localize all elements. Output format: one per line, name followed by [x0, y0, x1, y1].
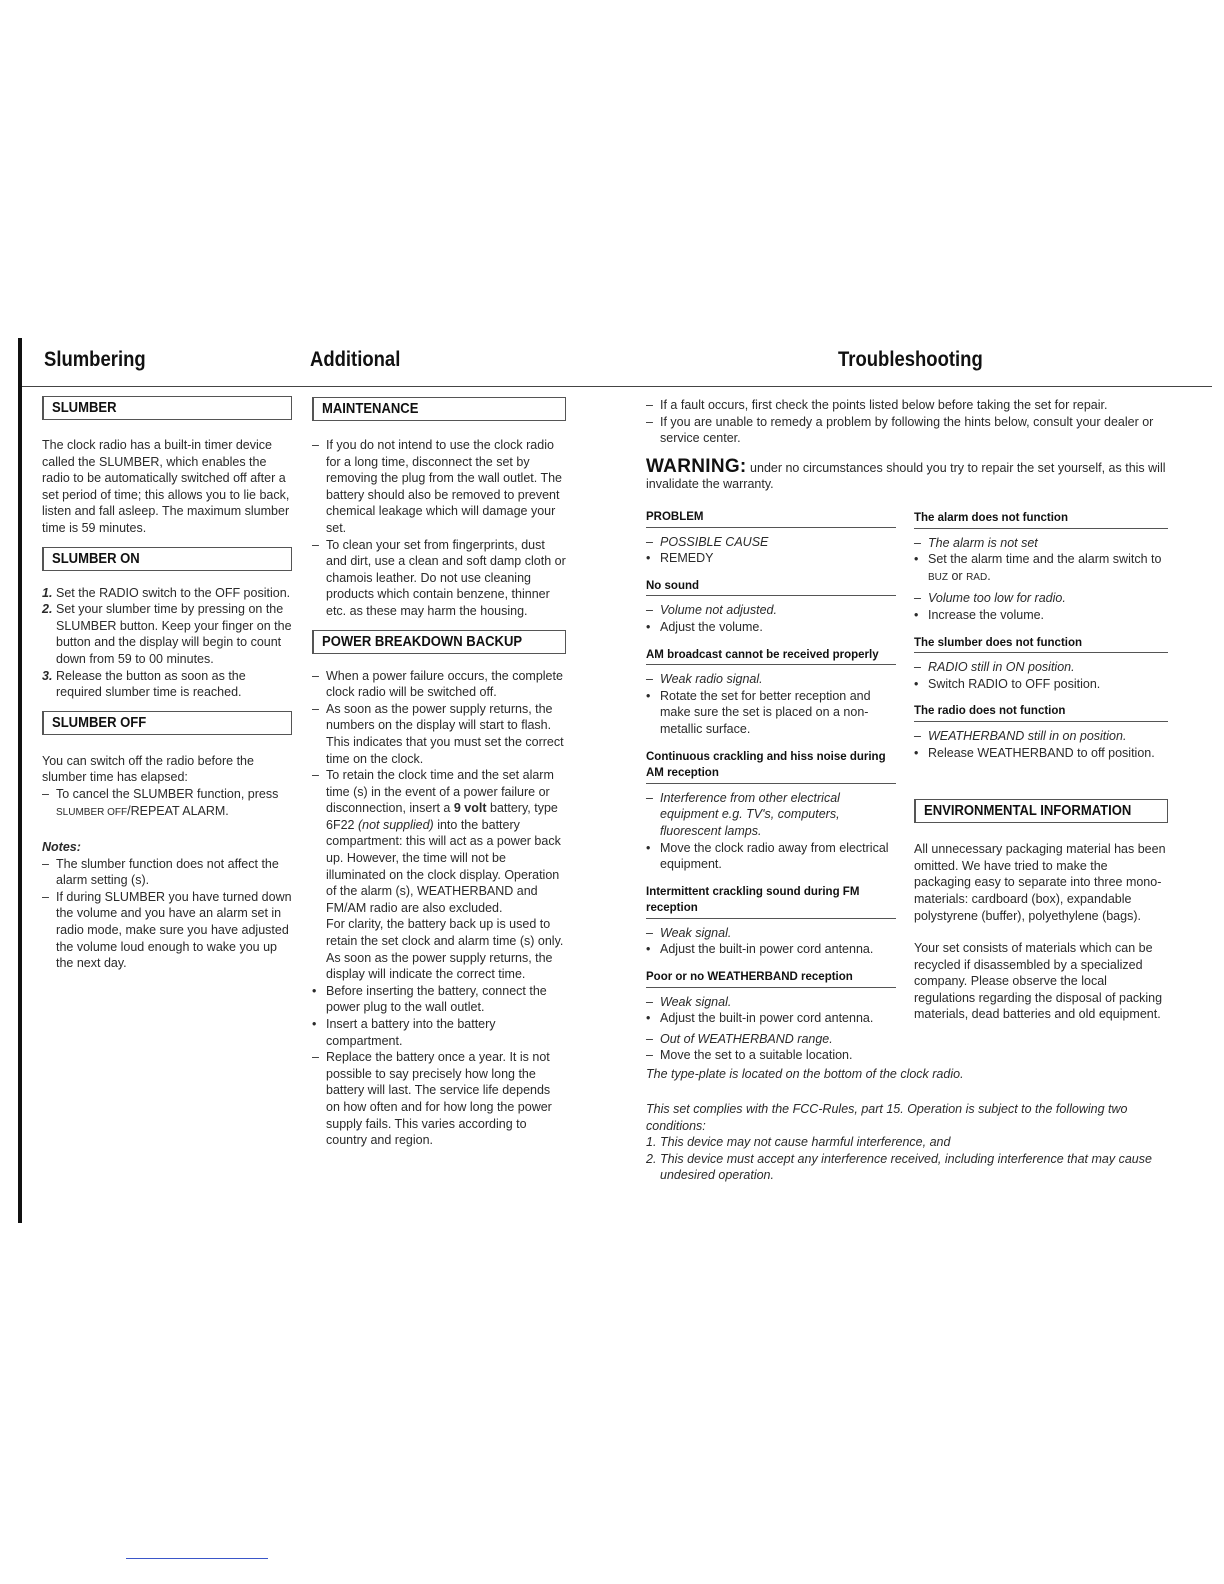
problem-block: The radio does not function – WEATHERBAND still in on position. • Release WEATHERBAND to off position. — [914, 703, 1168, 761]
maintenance-box: MAINTENANCE — [312, 397, 566, 421]
power-item: • Before inserting the battery, connect the power plug to the wall outlet. — [312, 983, 547, 1015]
fcc-notice — [646, 1101, 1166, 1184]
step-item: 1. Set the RADIO switch to the OFF position. — [42, 585, 291, 600]
problem-block: The alarm does not function – The alarm is not set • Set the alarm time and the alarm switch to BUZ or RAD. – Volume too low for radio. • Increase the volume. — [914, 510, 1168, 624]
power-item: – As soon as the power supply returns, the numbers on the display will start to flash. This indicates that you must set the correct time on the clock. — [312, 701, 564, 766]
warning-text: WARNING: under no circumstances should you try to repair the set yourself, as this will invalidate the warranty. — [646, 455, 1166, 492]
power-breakdown-box: POWER BREAKDOWN BACKUP — [312, 630, 566, 654]
problem-block: The slumber does not function – RADIO still in ON position. • Switch RADIO to OFF position. — [914, 635, 1168, 693]
power-item: – When a power failure occurs, the complete clock radio will be switched off. — [312, 668, 563, 700]
problem-block: Intermittent crackling sound during FM reception – Weak signal. • Adjust the built-in power cord antenna. — [646, 884, 896, 958]
power-item: – To retain the clock time and the set alarm time (s) in the event of a power failure or disconnection, insert a 9 volt battery, type 6F22 (not supplied) into the battery compartment: this will act as a power back up. However, the time will not be illuminated on the clock display. Operation of the alarm (s), WEATHERBAND and FM/AM radio are also excluded. For clarity, the battery back up is used to retain the set clock and alarm time (s) only. As soon as the power supply returns, the display will indicate the correct time. — [312, 768, 564, 982]
problem-heading: The alarm does not function — [914, 510, 1168, 529]
header-troubleshooting: Troubleshooting — [838, 348, 983, 371]
maintenance-item: – If you do not intend to use the clock radio for a long time, disconnect the set by removing the plug from the wall outlet. The battery should also be removed to prevent chemical leakage which will damage your set. — [312, 438, 563, 535]
header-slumbering: Slumbering — [44, 348, 146, 371]
environmental-text-1: All unnecessary packaging material has been omitted. We have tried to make the packaging easy to separate into three mono-materials: cardboard (box), expandable polystyrene (buffer), polyethylene (bags). — [914, 842, 1166, 923]
problem-block: No sound – Volume not adjusted. • Adjust the volume. — [646, 578, 896, 636]
problem-heading: PROBLEM — [646, 509, 896, 528]
header-additional: Additional — [310, 348, 401, 371]
fcc-item: 1. This device may not cause harmful interference, and — [646, 1135, 951, 1150]
problem-block: PROBLEM – POSSIBLE CAUSE • REMEDY — [646, 509, 896, 567]
environmental-text-2: Your set consists of materials which can be recycled if disassembled by a specialized company. Please observe the local regulations regarding the disposal of packing materials, dead batteries and old equipment. — [914, 941, 1163, 1022]
typeplate-note: The type-plate is located on the bottom of the clock radio. — [646, 1067, 964, 1081]
step-item: 3. Release the button as soon as the required slumber time is reached. — [42, 668, 246, 700]
power-item: • Insert a battery into the battery compartment. — [312, 1017, 496, 1048]
slumber-on-box: SLUMBER ON — [42, 547, 292, 571]
problem-list — [646, 509, 896, 1064]
column-additional — [312, 397, 566, 1149]
problem-block: Continuous crackling and hiss noise during AM reception – Interference from other electrical equipment e.g. TV's, computers, fluorescent lamps. • Move the clock radio away from electrical equipment. — [646, 749, 896, 873]
problem-heading: AM broadcast cannot be received properly — [646, 647, 896, 666]
footer-rule — [126, 1558, 268, 1559]
slumber-text: The clock radio has a built-in timer device called the SLUMBER, which enables the radio to be automatically switched off after a set period of time; this allows you to lie back, listen and fall asleep. The maximum slumber time is 59 minutes. — [42, 438, 290, 535]
slumber-off-text: You can switch off the radio before the slumber time has elapsed: — [42, 753, 254, 785]
intro-item: – If you are unable to remedy a problem by following the hints below, consult your dealer or service center. — [646, 414, 1154, 446]
note-item: – If during SLUMBER you have turned down the volume and you have an alarm set in radio mode, make sure you have adjusted the volume loud enough to wake you up the next day. — [42, 889, 292, 971]
slumber-off-item: – To cancel the SLUMBER function, press SLUMBER OFF/REPEAT ALARM. — [42, 786, 279, 818]
problem-heading: Poor or no WEATHERBAND reception — [646, 969, 896, 988]
fcc-text: This set complies with the FCC-Rules, part 15. Operation is subject to the following two conditions: — [646, 1102, 1128, 1133]
slumber-on-steps — [42, 585, 292, 701]
intro-item: – If a fault occurs, first check the points listed below before taking the set for repair. — [646, 398, 1108, 412]
problem-heading: The slumber does not function — [914, 635, 1168, 654]
note-item: – The slumber function does not affect the alarm setting (s). — [42, 856, 279, 888]
environmental-box: ENVIRONMENTAL INFORMATION — [914, 799, 1168, 823]
problem-block: Poor or no WEATHERBAND reception – Weak signal. • Adjust the built-in power cord antenna. – Out of WEATHERBAND range. – Move the set to a suitable location. — [646, 969, 896, 1064]
maintenance-item: – To clean your set from fingerprints, dust and dirt, use a clean and soft damp cloth or chamois leather. Do not use cleaning products which contain benzene, thinner etc. as these may harm the housing. — [312, 537, 566, 618]
problem-block: AM broadcast cannot be received properly – Weak radio signal. • Rotate the set for better reception and make sure the set is placed on a non-metallic surface. — [646, 647, 896, 738]
page-edge-bar — [18, 338, 22, 1223]
step-item: 2. Set your slumber time by pressing on the SLUMBER button. Keep your finger on the button and the display will begin to count down from 59 to 00 minutes. — [42, 602, 292, 666]
slumber-off-box: SLUMBER OFF — [42, 711, 292, 735]
slumber-box: SLUMBER — [42, 396, 292, 420]
fcc-item: 2. This device must accept any interference received, including interference that may cause undesired operation. — [646, 1151, 1152, 1183]
problem-list-right — [914, 510, 1168, 1023]
problem-heading: Continuous crackling and hiss noise during AM reception — [646, 749, 896, 784]
power-item: – Replace the battery once a year. It is not possible to say precisely how long the battery will last. The service life depends on how often and for how long the power supply fails. This varies according to country and region. — [312, 1050, 552, 1148]
problem-heading: Intermittent crackling sound during FM reception — [646, 884, 896, 919]
problem-heading: No sound — [646, 578, 896, 597]
troubleshooting-intro — [646, 397, 1166, 493]
problem-heading: The radio does not function — [914, 703, 1168, 722]
notes-title: Notes: — [42, 840, 81, 855]
column-slumbering — [42, 396, 292, 972]
header-rule — [22, 386, 1212, 387]
